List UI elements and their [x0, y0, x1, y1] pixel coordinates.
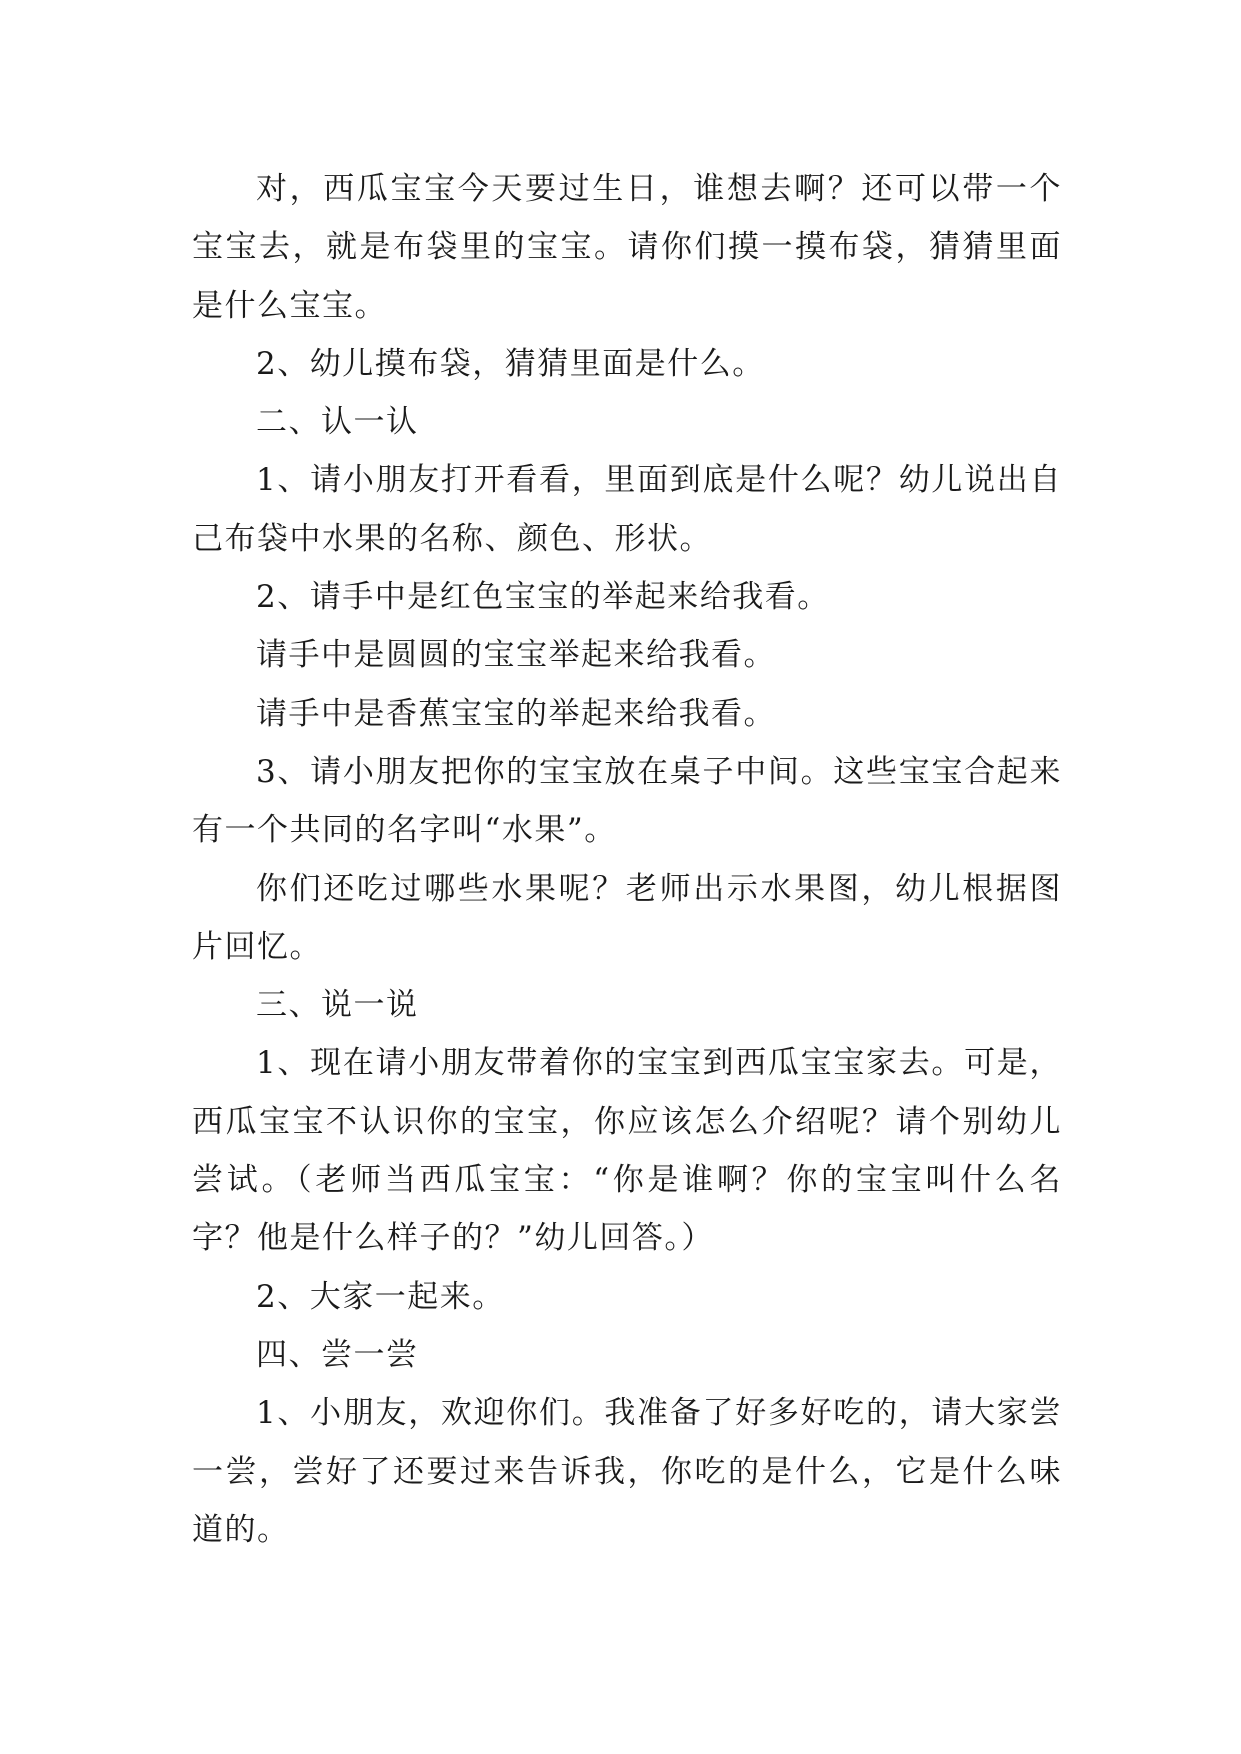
paragraph: 2、大家一起来。 — [256, 1278, 505, 1315]
paragraph: 2、幼儿摸布袋，猜猜里面是什么。 — [256, 345, 765, 382]
section-heading: 二、认一认 — [256, 404, 419, 441]
paragraph: 1、现在请小朋友带着你的宝宝到西瓜宝宝家去。可是，西瓜宝宝不认识你的宝宝，你应该怎么介绍呢？请个别幼儿尝试。（老师当西瓜宝宝：“你是谁啊？你的宝宝叫什么名字？他是什么样子的？”幼儿回答。） — [192, 1045, 1062, 1257]
paragraph: 请手中是圆圆的宝宝举起来给我看。 — [256, 637, 776, 674]
section-heading: 三、说一说 — [256, 987, 419, 1024]
paragraph: 2、请手中是红色宝宝的举起来给我看。 — [256, 579, 830, 616]
section-heading: 四、尝一尝 — [256, 1336, 419, 1373]
paragraph: 3、请小朋友把你的宝宝放在桌子中间。这些宝宝合起来有一个共同的名字叫“水果”。 — [192, 753, 1062, 849]
document-body — [192, 160, 1062, 1559]
paragraph: 请手中是香蕉宝宝的举起来给我看。 — [256, 695, 776, 732]
paragraph: 1、小朋友，欢迎你们。我准备了好多好吃的，请大家尝一尝，尝好了还要过来告诉我，你吃的是什么，它是什么味道的。 — [192, 1395, 1062, 1548]
paragraph: 1、请小朋友打开看看，里面到底是什么呢？幼儿说出自己布袋中水果的名称、颜色、形状。 — [192, 462, 1062, 557]
paragraph: 你们还吃过哪些水果呢？老师出示水果图，幼儿根据图片回忆。 — [192, 870, 1062, 965]
paragraph: 对，西瓜宝宝今天要过生日，谁想去啊？还可以带一个宝宝去，就是布袋里的宝宝。请你们摸一摸布袋，猜猜里面是什么宝宝。 — [192, 171, 1062, 324]
